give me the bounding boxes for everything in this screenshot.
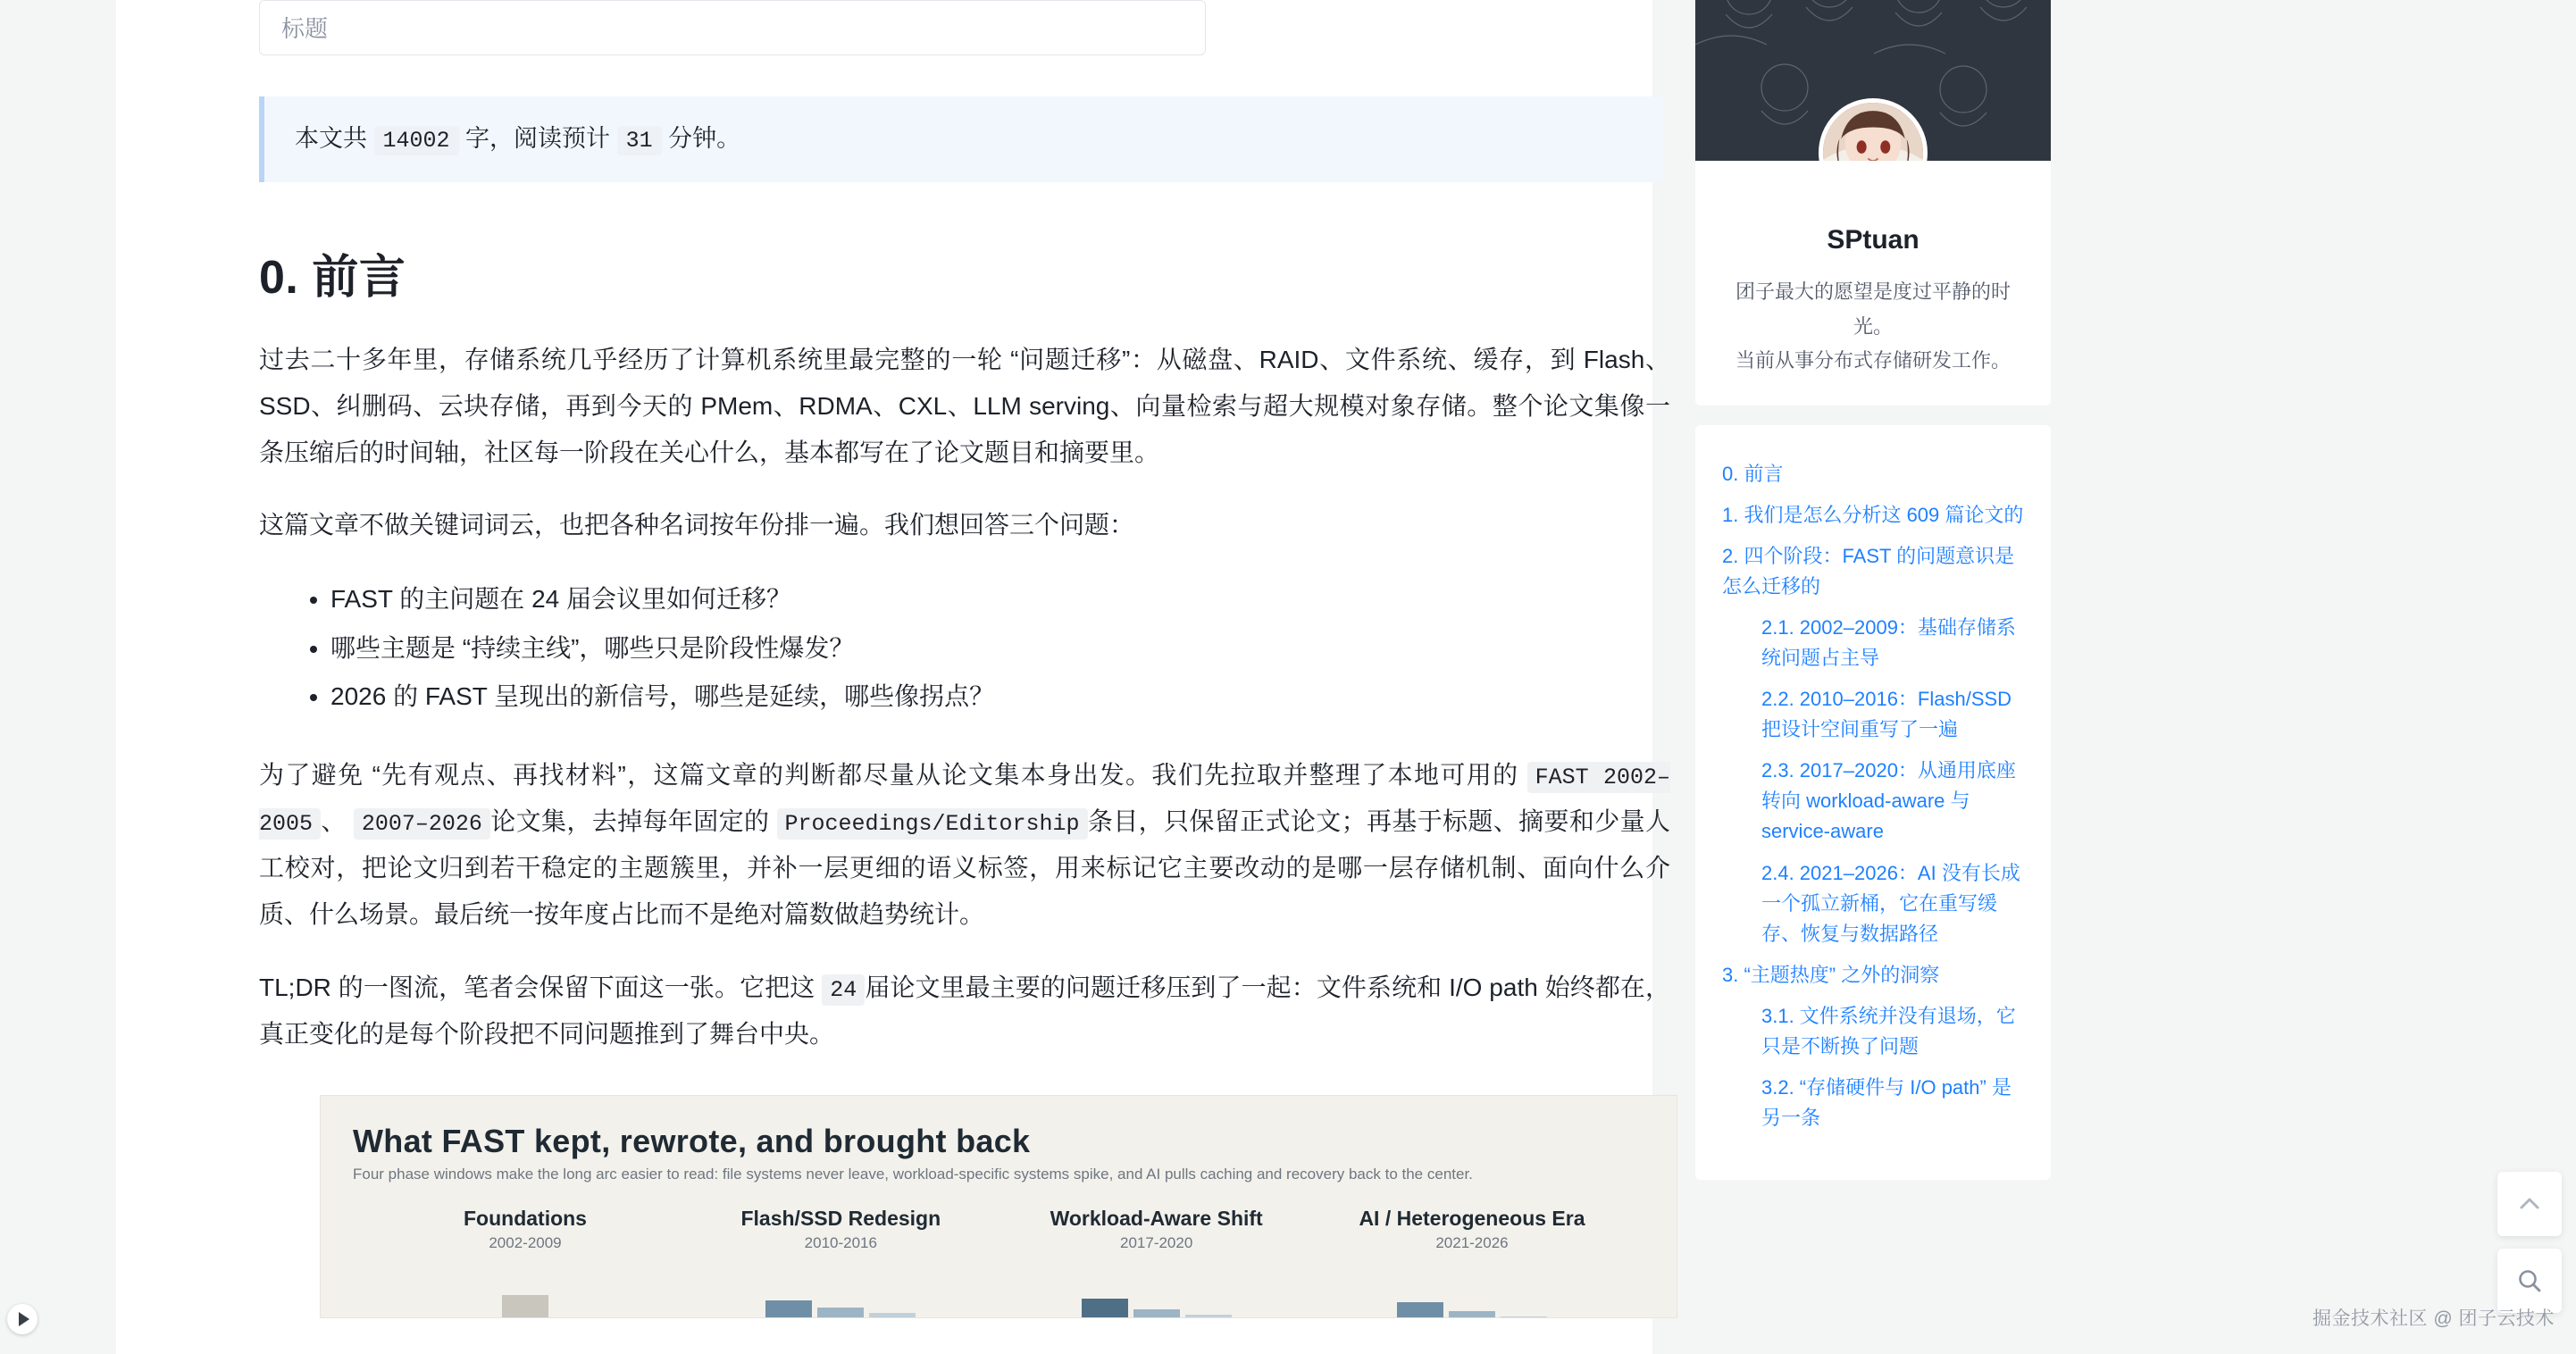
profile-body: [1695, 161, 2051, 405]
figure-bar-group: [1009, 1275, 1304, 1318]
figure-bar: [502, 1295, 548, 1318]
figure-column-years: 2021-2026: [1435, 1234, 1509, 1252]
wordcount-minutes: 31: [617, 126, 662, 155]
profile-desc-line1: 团子最大的愿望是度过平静的时光。: [1735, 280, 2011, 338]
profile-name: SPtuan: [1827, 225, 1919, 255]
figure-column-years: 2002-2009: [489, 1234, 562, 1252]
tldr-text-a: TL;DR 的一图流，笔者会保留下面这一张。它把这: [259, 974, 815, 1002]
tldr-text-b: 届论文里最主要的问题迁移压到了一起：文件系统和 I/O path 始终都在，真正变化的是每个阶段把不同问题推到了舞台中央。: [259, 974, 1670, 1049]
figure-column: [693, 1207, 988, 1252]
paragraph-intro-2: 这篇文章不做关键词词云，也把各种名词按年份排一遍。我们想回答三个问题：: [259, 511, 1135, 539]
figure-column-header: AI / Heterogeneous Era: [1359, 1207, 1585, 1231]
figure-bar: [869, 1313, 916, 1318]
method-text-c: 论文集，去掉每年固定的: [489, 807, 770, 836]
search-icon: [2514, 1266, 2545, 1296]
list-item: • 哪些主题是 “持续主线”，哪些只是阶段性爆发？: [330, 624, 1635, 673]
toc-item[interactable]: 0. 前言: [1722, 462, 1784, 485]
watermark: 掘金技术社区 @ 团子云技术: [2313, 1308, 2555, 1329]
figure-bars: [353, 1252, 1644, 1318]
figure-bar: [1082, 1299, 1128, 1318]
article-container: [116, 0, 1670, 1354]
wordcount-prefix: 本文共: [295, 125, 367, 152]
table-of-contents: [1695, 425, 2051, 1181]
figure-column-years: 2010-2016: [804, 1234, 877, 1252]
code-proceedings-editorship: Proceedings/Editorship: [777, 808, 1088, 840]
figure-column-headers: [353, 1207, 1644, 1252]
figure-bar: [817, 1308, 864, 1318]
question-list: [295, 575, 1635, 722]
section-heading: 0. 前言: [259, 252, 406, 304]
figure-bar: [1133, 1309, 1180, 1318]
figure-bar-group: [1325, 1275, 1619, 1318]
figure-column-years: 2017-2020: [1120, 1234, 1193, 1252]
figure-subtitle: Four phase windows make the long arc easier to read: file systems never leave, workload-specific systems spike, and AI pulls caching and recovery back to the center.: [353, 1166, 1473, 1183]
figure-bar-group: [693, 1275, 988, 1318]
title-input[interactable]: 标题: [259, 0, 1206, 55]
figure-bar: [1185, 1315, 1232, 1318]
wordcount-words: 14002: [374, 126, 459, 155]
toc-item[interactable]: 2.2. 2010–2016：Flash/SSD 把设计空间重写了一遍: [1761, 688, 2012, 741]
avatar[interactable]: [1819, 98, 1928, 161]
figure-bar: [1397, 1302, 1443, 1318]
profile-desc-line2: 当前从事分布式存储研发工作。: [1735, 349, 2011, 372]
figure-column: [1325, 1207, 1619, 1252]
figure-bar: [1501, 1316, 1547, 1318]
figure-column: [378, 1207, 673, 1252]
back-to-top-button[interactable]: [2497, 1172, 2562, 1236]
profile-card: [1695, 0, 2051, 405]
list-item: • FAST 的主问题在 24 届会议里如何迁移？: [330, 575, 1635, 624]
wordcount-suffix: 分钟。: [668, 125, 741, 152]
media-play-button[interactable]: [7, 1304, 38, 1334]
figure-bar-group: [378, 1275, 673, 1318]
figure-column-header: Workload-Aware Shift: [1050, 1207, 1263, 1231]
toc-item[interactable]: 2.4. 2021–2026：AI 没有长成一个孤立新桶，它在重写缓存、恢复与数据路径: [1761, 861, 2020, 945]
method-text-d: 条目，只保留正式论文；再基于标题、摘要和少量人工校对，把论文归到若干稳定的主题簇里，并补一层更细的语义标签，用来标记它主要改动的是哪一层存储机制、面向什么介质、什么场景。最后统一按年度占比而不是绝对篇数做趋势统计。: [259, 807, 1670, 929]
figure-title: What FAST kept, rewrote, and brought back: [353, 1123, 1031, 1160]
toc-list: [1722, 459, 2024, 1134]
figure-column-header: Flash/SSD Redesign: [740, 1207, 941, 1231]
toc-item[interactable]: 3. “主题热度” 之外的洞察: [1722, 963, 1940, 986]
code-2007-2026: 2007–2026: [354, 808, 490, 840]
figure-column: [1009, 1207, 1304, 1252]
avatar-image: [1823, 103, 1923, 161]
figure-bar: [765, 1300, 812, 1318]
wordcount-mid: 字，阅读预计: [465, 125, 611, 152]
profile-banner: [1695, 0, 2051, 161]
paragraph-tldr: [259, 965, 1670, 1057]
method-text-b: 、: [321, 807, 347, 836]
list-item: • 2026 的 FAST 呈现出的新信号，哪些是延续，哪些像拐点？: [330, 673, 1635, 722]
code-fast-2002-2005: FAST 2002–2005: [259, 762, 1670, 840]
paragraph-method: [259, 752, 1670, 938]
figure-column-header: Foundations: [464, 1207, 587, 1231]
toc-item[interactable]: 3.2. “存储硬件与 I/O path” 是另一条: [1761, 1076, 2011, 1130]
code-24: 24: [822, 974, 865, 1006]
wordcount-callout: [259, 96, 1663, 182]
paragraph-intro-1: 过去二十多年里，存储系统几乎经历了计算机系统里最完整的一轮 “问题迁移”：从磁盘、RAID、文件系统、缓存，到 Flash、SSD、纠删码、云块存储，再到今天的 PMem、RDMA、CXL、LLM serving、向量检索与超大规模对象存储。整个论文集像一条压缩后的时间轴，社区每一阶段在关心什么，基本都写在了论文题目和摘要里。: [259, 346, 1670, 466]
toc-item[interactable]: 2.3. 2017–2020：从通用底座转向 workload-aware 与 service-aware: [1761, 759, 2016, 843]
chevron-up-icon: [2514, 1189, 2545, 1219]
play-icon: [19, 1312, 29, 1326]
toc-item[interactable]: 2.1. 2002–2009：基础存储系统问题占主导: [1761, 615, 2016, 669]
figure-bar: [1449, 1311, 1495, 1318]
toc-item[interactable]: 2. 四个阶段：FAST 的问题意识是怎么迁移的: [1722, 544, 2015, 598]
sidebar: [1695, 0, 2051, 1180]
figure-fast-overview: [320, 1095, 1677, 1318]
toc-item[interactable]: 1. 我们是怎么分析这 609 篇论文的: [1722, 503, 2024, 526]
method-text-a: 为了避免 “先有观点、再找材料”，这篇文章的判断都尽量从论文集本身出发。我们先拉取并整理了本地可用的: [259, 760, 1519, 789]
toc-item[interactable]: 3.1. 文件系统并没有退场，它只是不断换了问题: [1761, 1004, 2016, 1057]
